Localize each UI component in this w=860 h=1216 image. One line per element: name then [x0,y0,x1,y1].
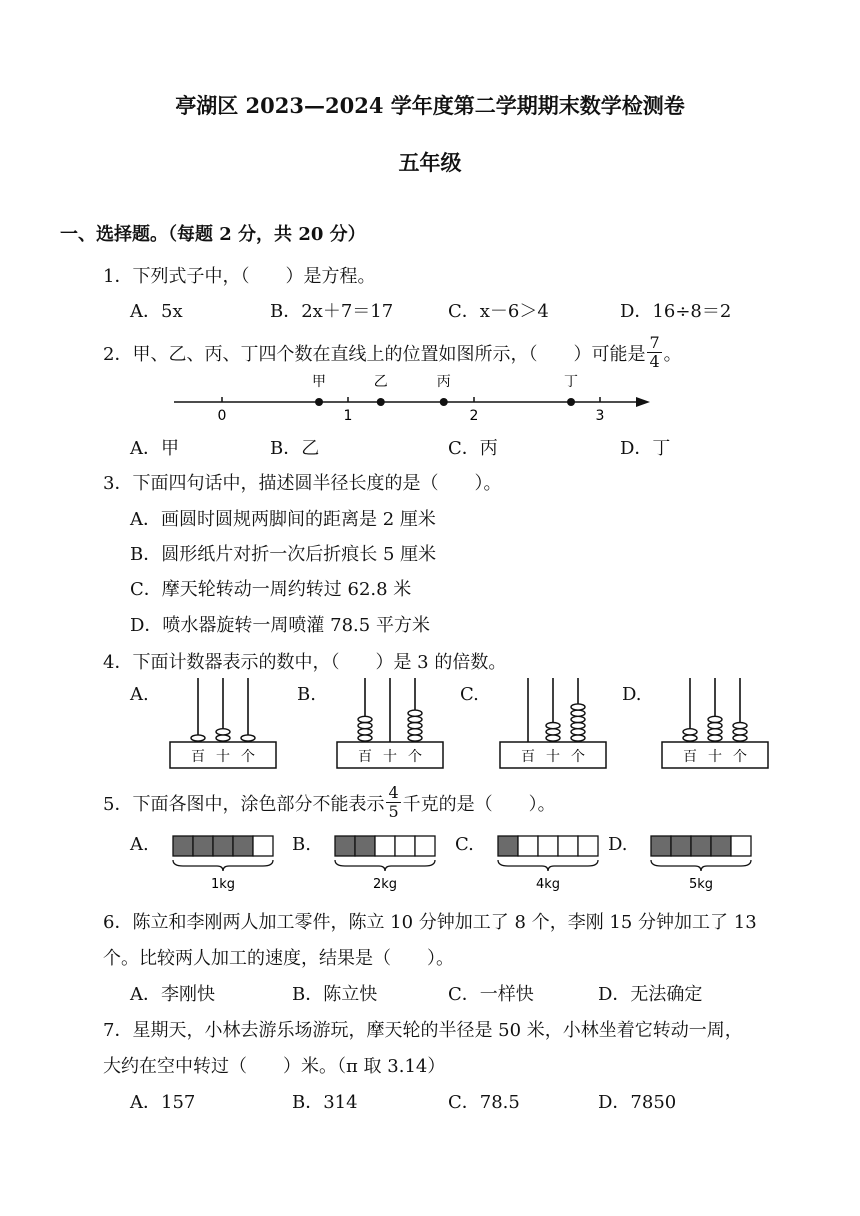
shaded-cell [335,836,355,856]
q6-line1: 6．陈立和李刚两人加工零件，陈立 10 分钟加工了 8 个，李刚 15 分钟加工了 13 [103,912,757,933]
shaded-cell [233,836,253,856]
point-label: 丙 [436,374,451,390]
abacus-place-label: 十 [216,749,230,765]
abacus-bead [708,723,722,729]
point-dot [315,398,323,406]
weight-label: 5kg [688,877,714,892]
tick-label: 0 [217,408,227,424]
point-dot [567,398,575,406]
abacus-place-label: 百 [521,749,535,765]
q5-option-letter: B. [292,834,311,855]
bar-figure [495,832,603,892]
q2-option-c: C．丙 [448,438,498,459]
abacus-place-label: 个 [571,749,585,765]
q7-option-d: D．7850 [598,1092,677,1113]
abacus-place-label: 个 [241,749,255,765]
q5-stem [103,784,556,821]
abacus-place-label: 百 [358,749,372,765]
shaded-cell [691,836,711,856]
abacus-bead [733,723,747,729]
abacus-place-label: 个 [408,749,422,765]
q3-option-b: B．圆形纸片对折一次后折痕长 5 厘米 [130,544,437,565]
empty-cell [731,836,751,856]
brace [173,860,273,871]
q2-option-a: A．甲 [130,438,179,459]
empty-cell [518,836,538,856]
bar-figure [648,832,756,892]
abacus-bead [408,716,422,722]
abacus-bead [571,729,585,735]
q6-option-c: C．一样快 [448,984,534,1005]
number-line-points [312,374,578,406]
q1-option-b: B．2x＋7＝17 [270,301,394,322]
q7-option-c: C．78.5 [448,1092,520,1113]
abacus-bead [408,710,422,716]
abacus-bead [708,716,722,722]
abacus-bead [683,735,697,741]
bar-figure [332,832,440,892]
point-label: 丁 [564,374,579,390]
q2-fraction-numerator: 7 [649,333,660,352]
brace [335,860,435,871]
point-dot [377,398,385,406]
q5-fraction-denominator: 5 [388,802,399,821]
q4-option-letter: B. [297,684,316,705]
q3-option-a: A．画圆时圆规两脚间的距离是 2 厘米 [130,509,436,530]
grade-label: 五年级 [398,150,462,175]
abacus-place-label: 十 [708,749,722,765]
q7-line1: 7．星期天，小林去游乐场游玩，摩天轮的半径是 50 米，小林坐着它转动一周， [103,1020,743,1041]
abacus-bead [733,729,747,735]
abacus-bead [708,735,722,741]
abacus-bead [358,723,372,729]
q1-option-a: A．5x [130,301,183,322]
abacus [168,676,278,772]
abacus-place-label: 个 [733,749,747,765]
q2-fraction-denominator: 4 [649,352,660,371]
q7-line2: 大约在空中转过（ ）米。（π 取 3.14） [103,1056,446,1077]
empty-cell [395,836,415,856]
point-label: 甲 [312,374,327,390]
abacus-bead [571,735,585,741]
q5-fraction-numerator: 4 [388,783,399,802]
q2-stem-end: 。 [663,343,682,365]
q5-stem-text: 5．下面各图中，涂色部分不能表示 [103,793,385,815]
q4-option-letter: D. [622,684,642,705]
exam-title: 亭湖区 2023—2024 学年度第二学期期末数学检测卷 [175,93,685,118]
point-dot [440,398,448,406]
q6-option-d: D．无法确定 [598,984,703,1005]
shaded-cell [651,836,671,856]
abacus-place-label: 百 [191,749,205,765]
empty-cell [558,836,578,856]
q6-line2: 个。比较两人加工的速度，结果是（ ）。 [103,948,454,969]
abacus-place-label: 十 [383,749,397,765]
number-line-ticks [218,397,605,424]
q2-option-b: B．乙 [270,438,320,459]
abacus-bead [546,735,560,741]
abacus-bead [683,729,697,735]
q5-option-letter: A. [130,834,149,855]
tick-label: 2 [469,408,479,424]
q4-stem: 4．下面计数器表示的数中，（ ）是 3 的倍数。 [103,652,507,673]
q1-stem: 1．下列式子中，（ ）是方程。 [103,266,376,287]
q6-option-a: A．李刚快 [130,984,215,1005]
abacus-bead [358,716,372,722]
abacus-bead [358,729,372,735]
empty-cell [538,836,558,856]
q2-stem [103,334,682,371]
abacus-bead [408,735,422,741]
section-heading: 一、选择题。（每题 2 分，共 20 分） [60,224,366,245]
q2-fraction [647,334,661,371]
abacus-bead [191,735,205,741]
empty-cell [415,836,435,856]
shaded-cell [711,836,731,856]
shaded-cell [498,836,518,856]
shaded-cell [173,836,193,856]
number-line-arrow [636,397,650,407]
abacus-bead [216,729,230,735]
empty-cell [375,836,395,856]
shaded-cell [355,836,375,856]
brace [498,860,598,871]
abacus-bead [571,710,585,716]
point-label: 乙 [373,374,388,390]
abacus-bead [358,735,372,741]
empty-cell [253,836,273,856]
abacus [335,676,445,772]
q3-stem: 3．下面四句话中，描述圆半径长度的是（ ）。 [103,473,502,494]
bar-figure [170,832,278,892]
q2-stem-text: 2．甲、乙、丙、丁四个数在直线上的位置如图所示，（ ）可能是 [103,343,646,365]
abacus [498,676,608,772]
weight-label: 1kg [210,877,236,892]
abacus-bead [408,723,422,729]
weight-label: 4kg [535,877,561,892]
tick-label: 1 [343,408,353,424]
abacus-bead [708,729,722,735]
brace [651,860,751,871]
abacus-bead [571,704,585,710]
weight-label: 2kg [372,877,398,892]
q5-fraction [386,784,400,821]
abacus-bead [241,735,255,741]
q7-option-a: A．157 [130,1092,196,1113]
abacus-bead [571,723,585,729]
q3-option-c: C．摩天轮转动一周约转过 62.8 米 [130,579,412,600]
abacus-bead [733,735,747,741]
q5-option-letter: C. [455,834,474,855]
q4-option-letter: C. [460,684,479,705]
abacus-bead [571,716,585,722]
abacus-bead [546,723,560,729]
abacus-bead [408,729,422,735]
abacus-bead [546,729,560,735]
q3-option-d: D．喷水器旋转一周喷灌 78.5 平方米 [130,615,430,636]
q1-option-d: D．16÷8＝2 [620,301,732,322]
tick-label: 3 [595,408,605,424]
q7-option-b: B．314 [292,1092,358,1113]
abacus [660,676,770,772]
shaded-cell [671,836,691,856]
abacus-place-label: 百 [683,749,697,765]
q1-option-c: C．x－6＞4 [448,301,549,322]
abacus-place-label: 十 [546,749,560,765]
q5-stem-end: 千克的是（ ）。 [402,793,556,815]
q2-option-d: D．丁 [620,438,671,459]
q4-option-letter: A. [130,684,149,705]
number-line [170,368,660,430]
abacus-bead [216,735,230,741]
q6-option-b: B．陈立快 [292,984,378,1005]
shaded-cell [213,836,233,856]
shaded-cell [193,836,213,856]
empty-cell [578,836,598,856]
q5-option-letter: D. [608,834,628,855]
